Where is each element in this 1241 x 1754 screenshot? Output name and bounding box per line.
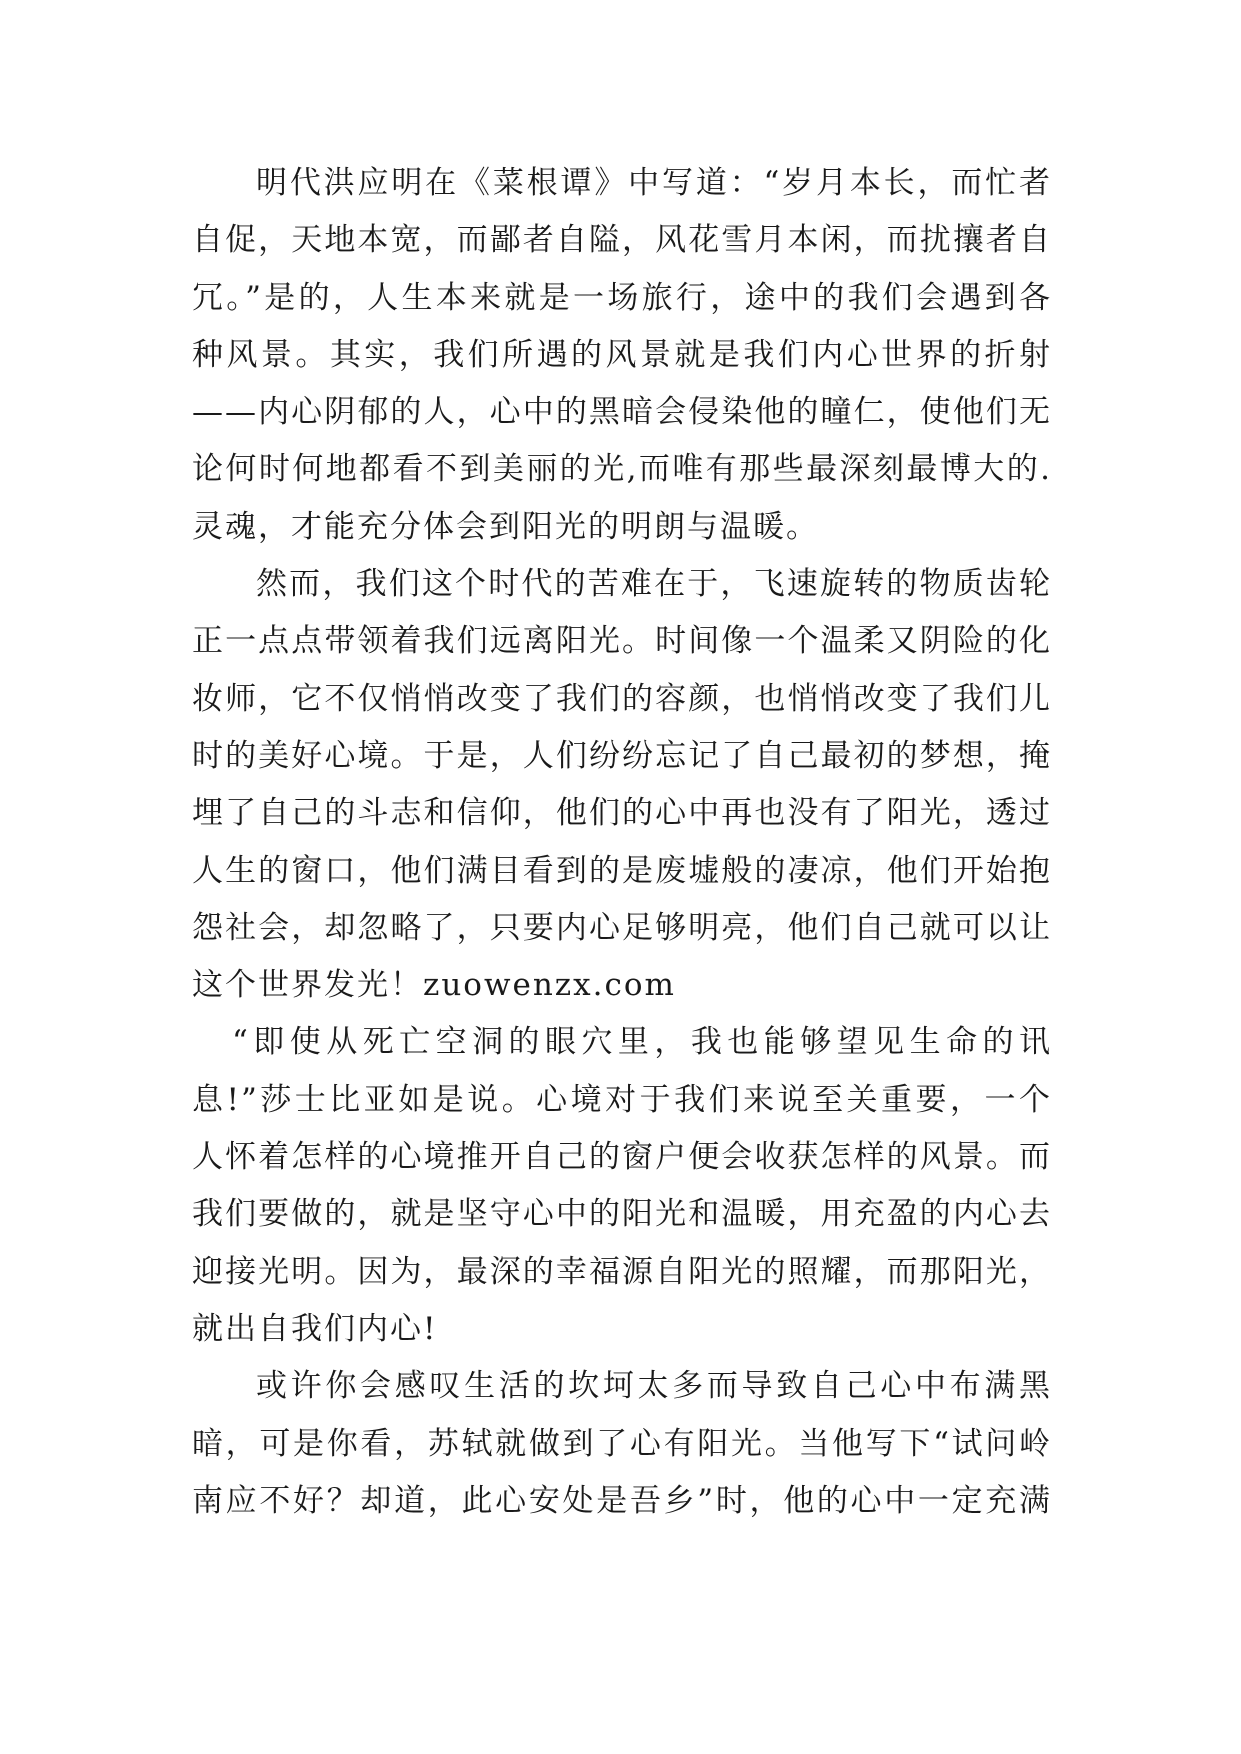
paragraph-line: 灵魂，才能充分体会到阳光的明朗与温暖。 (192, 508, 819, 545)
paragraph-line: 种风景。其实，我们所遇的风景就是我们内心世界的折射 (192, 336, 1052, 373)
paragraph-line: 迎接光明。因为，最深的幸福源自阳光的照耀，而那阳光， (192, 1253, 1052, 1290)
paragraph-4 (192, 1358, 1052, 1530)
paragraph-1 (192, 155, 1052, 556)
paragraph-line: ——内心阴郁的人，心中的黑暗会侵染他的瞳仁，使他们无 (192, 394, 1052, 431)
paragraph-line: 我们要做的，就是坚守心中的阳光和温暖，用充盈的内心去 (192, 1196, 1052, 1233)
paragraph-2 (192, 556, 1052, 1014)
paragraph-line: 自促，天地本宽，而鄙者自隘，风花雪月本闲，而扰攘者自 (192, 222, 1052, 259)
paragraph-line: 息!”莎士比亚如是说。心境对于我们来说至关重要，一个 (192, 1081, 1052, 1118)
paragraph-3 (192, 1014, 1052, 1358)
paragraph-line: 这个世界发光！zuowenzx.com (192, 967, 676, 1004)
paragraph-line: 正一点点带领着我们远离阳光。时间像一个温柔又阴险的化 (192, 623, 1052, 660)
paragraph-line: 冗。”是的，人生本来就是一场旅行，途中的我们会遇到各 (192, 279, 1052, 316)
paragraph-line: 人生的窗口，他们满目看到的是废墟般的凄凉，他们开始抱 (192, 852, 1052, 889)
paragraph-line: “即使从死亡空洞的眼穴里，我也能够望见生命的讯 (232, 1024, 1052, 1061)
paragraph-line: 暗，可是你看，苏轼就做到了心有阳光。当他写下“试问岭 (192, 1425, 1052, 1462)
paragraph-line: 时的美好心境。于是，人们纷纷忘记了自己最初的梦想，掩 (192, 737, 1052, 774)
paragraph-line: 埋了自己的斗志和信仰，他们的心中再也没有了阳光，透过 (192, 795, 1052, 832)
paragraph-line: 人怀着怎样的心境推开自己的窗户便会收获怎样的风景。而 (192, 1139, 1052, 1176)
paragraph-line: 论何时何地都看不到美丽的光,而唯有那些最深刻最博大的. (192, 451, 1052, 488)
paragraph-line: 怨社会，却忽略了，只要内心足够明亮，他们自己就可以让 (192, 909, 1052, 946)
essay-body (192, 155, 1052, 1530)
paragraph-line: 明代洪应明在《菜根谭》中写道：“岁月本长，而忙者 (256, 165, 1052, 201)
paragraph-line: 南应不好？却道，此心安处是吾乡”时，他的心中一定充满 (192, 1482, 1052, 1519)
paragraph-line: 然而，我们这个时代的苦难在于，飞速旋转的物质齿轮 (256, 566, 1052, 603)
paragraph-line: 就出自我们内心! (192, 1310, 438, 1347)
paragraph-line: 或许你会感叹生活的坎坷太多而导致自己心中布满黑 (256, 1368, 1052, 1405)
paragraph-line: 妆师，它不仅悄悄改变了我们的容颜，也悄悄改变了我们儿 (192, 680, 1052, 717)
